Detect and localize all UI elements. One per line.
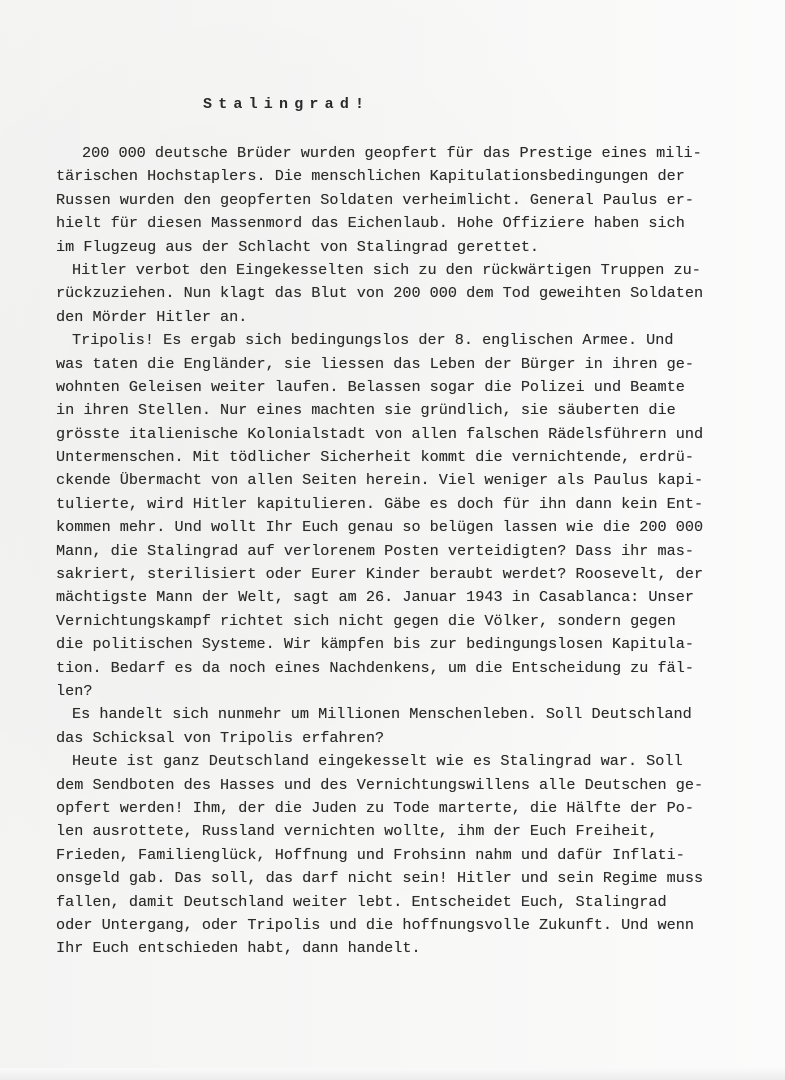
document-title: Stalingrad! <box>203 96 371 113</box>
text-line: im Flugzeug aus der Schlacht von Stalingrad gerettet. <box>56 237 540 256</box>
text-line: die politischen Systeme. Wir kämpfen bis zur bedingungslosen Kapitula- <box>56 635 694 654</box>
text-line: oder Untergang, oder Tripolis und die hoffnungsvolle Zukunft. Und wenn <box>56 915 694 934</box>
text-line: kommen mehr. Und wollt Ihr Euch genau so belügen lassen wie die 200 000 <box>56 518 704 537</box>
text-line: Untermenschen. Mit tödlicher Sicherheit kommt die vernichtende, erdrü- <box>56 448 694 467</box>
text-line: onsgeld gab. Das soll, das darf nicht sein! Hitler und sein Regime muss <box>56 869 704 888</box>
text-line: das Schicksal von Tripolis erfahren? <box>56 728 385 747</box>
text-line: Frieden, Familienglück, Hoffnung und Frohsinn nahm und dafür Inflati- <box>56 845 685 864</box>
paragraph-millions-of-lives <box>56 703 756 750</box>
text-line: grösste italienische Kolonialstadt von allen falschen Rädelsführern und <box>56 424 704 443</box>
text-line: mächtigste Mann der Welt, sagt am 26. Januar 1943 in Casablanca: Unser <box>56 588 694 607</box>
text-line: tulierte, wird Hitler kapitulieren. Gäbe es doch für ihn dann kein Ent- <box>56 494 704 513</box>
paragraph-stalingrad-sacrifice <box>56 142 756 259</box>
text-line: Russen wurden den geopferten Soldaten verheimlicht. General Paulus er- <box>56 190 694 209</box>
paragraph-germany-encircled <box>56 750 756 961</box>
text-line: len? <box>56 681 93 700</box>
paragraph-tripolis <box>56 329 756 703</box>
paragraph-hitler-forbade <box>56 259 756 329</box>
text-line: rückzuziehen. Nun klagt das Blut von 200 000 dem Tod geweihten Soldaten <box>56 284 704 303</box>
text-line: sakriert, sterilisiert oder Eurer Kinder beraubt werdet? Roosevelt, der <box>56 565 704 584</box>
text-line: dem Sendboten des Hasses und des Vernichtungswillens alle Deutschen ge- <box>56 775 704 794</box>
text-line: fallen, damit Deutschland weiter lebt. Entscheidet Euch, Stalingrad <box>56 892 667 911</box>
text-line: was taten die Engländer, sie liessen das Leben der Bürger in ihren ge- <box>56 354 694 373</box>
text-line: Hitler verbot den Eingekesselten sich zu den rückwärtigen Truppen zu- <box>72 260 701 279</box>
text-line: Es handelt sich nunmehr um Millionen Menschenleben. Soll Deutschland <box>72 705 692 724</box>
text-line: len ausrottete, Russland vernichten wollte, ihm der Euch Freiheit, <box>56 822 658 841</box>
text-line: Mann, die Stalingrad auf verlorenem Posten verteidigten? Dass ihr mas- <box>56 541 694 560</box>
text-line: Heute ist ganz Deutschland eingekesselt wie es Stalingrad war. Soll <box>72 752 683 771</box>
document-body <box>56 142 756 961</box>
text-line: den Mörder Hitler an. <box>56 307 248 326</box>
text-line: opfert werden! Ihm, der die Juden zu Tode marterte, die Hälfte der Po- <box>56 798 694 817</box>
text-line: Tripolis! Es ergab sich bedingungslos der 8. englischen Armee. Und <box>72 331 674 350</box>
text-line: hielt für diesen Massenmord das Eichenlaub. Hohe Offiziere haben sich <box>56 214 685 233</box>
text-line: in ihren Stellen. Nur eines machten sie gründlich, sie säuberten die <box>56 401 676 420</box>
text-line: Vernichtungskampf richtet sich nicht gegen die Völker, sondern gegen <box>56 611 676 630</box>
text-line: wohnten Geleisen weiter laufen. Belassen sogar die Polizei und Beamte <box>56 377 685 396</box>
text-line: tärischen Hochstaplers. Die menschlichen Kapitulationsbedingungen der <box>56 167 685 186</box>
page-bottom-edge <box>0 1068 785 1080</box>
text-line: ckende Übermacht von allen Seiten herein. Viel weniger als Paulus kapi- <box>56 471 704 490</box>
text-line: Ihr Euch entschieden habt, dann handelt. <box>56 939 421 958</box>
text-line: 200 000 deutsche Brüder wurden geopfert für das Prestige eines mili- <box>82 144 702 162</box>
text-line: tion. Bedarf es da noch eines Nachdenkens, um die Entscheidung zu fäl- <box>56 658 694 677</box>
